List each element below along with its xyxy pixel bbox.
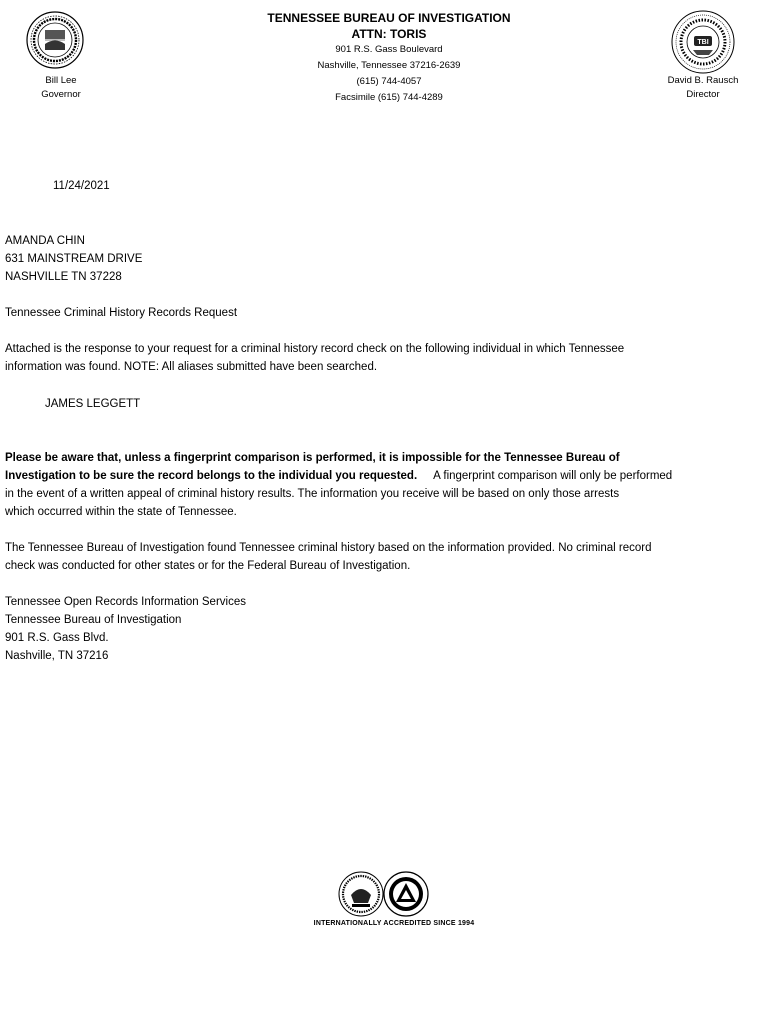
attn-line: ATTN: TORIS	[351, 27, 427, 41]
street-address: 901 R.S. Gass Boulevard	[335, 44, 443, 55]
subject-individual: JAMES LEGGETT	[45, 398, 141, 410]
calea-seal-icon	[338, 871, 384, 917]
director-title: Director	[686, 89, 720, 100]
signature-line: 901 R.S. Gass Blvd.	[5, 632, 109, 644]
intro-paragraph	[5, 340, 755, 376]
signature-line: Tennessee Bureau of Investigation	[5, 614, 182, 626]
warning-paragraph	[5, 449, 755, 521]
recipient-name: AMANDA CHIN	[5, 235, 85, 247]
recipient-street: 631 MAINSTREAM DRIVE	[5, 253, 143, 265]
signature-block	[5, 593, 755, 665]
recipient-address	[5, 232, 142, 286]
phone-number: (615) 744-4057	[356, 76, 422, 87]
ascld-seal-icon	[383, 871, 429, 917]
fax-number: Facsimile (615) 744-4289	[335, 92, 443, 103]
city-address: Nashville, Tennessee 37216-2639	[317, 60, 461, 71]
governor-title: Governor	[41, 89, 81, 100]
warning-line: Investigation to be sure the record belongs to the individual you requested.	[5, 470, 418, 482]
findings-paragraph	[5, 539, 755, 575]
fingerprint-line: A fingerprint comparison will only be performed	[433, 470, 673, 482]
fingerprint-line: in the event of a written appeal of criminal history results. The information you receive will be based on only those arrests	[5, 488, 620, 500]
signature-line: Nashville, TN 37216	[5, 650, 109, 662]
tbi-badge-text: TBI	[697, 39, 709, 46]
intro-line: Attached is the response to your request for a criminal history record check on the following individual in which Tennessee	[5, 343, 625, 355]
recipient-city: NASHVILLE TN 37228	[5, 271, 122, 283]
warning-line: Please be aware that, unless a fingerprint comparison is performed, it is impossible for the Tennessee Bureau of	[5, 452, 620, 464]
governor-name: Bill Lee	[45, 75, 77, 86]
accreditation-text: INTERNATIONALLY ACCREDITED SINCE 1994	[313, 920, 475, 927]
signature-line: Tennessee Open Records Information Services	[5, 596, 246, 608]
findings-line: check was conducted for other states or for the Federal Bureau of Investigation.	[5, 560, 411, 572]
fingerprint-line: which occurred within the state of Tennessee.	[5, 506, 237, 518]
director-name: David B. Rausch	[667, 75, 739, 86]
intro-line: information was found. NOTE: All aliases submitted have been searched.	[5, 361, 378, 373]
state-seal-icon	[26, 11, 84, 69]
tbi-badge-icon	[671, 10, 735, 74]
letterhead	[234, 10, 544, 106]
agency-name: TENNESSEE BUREAU OF INVESTIGATION	[267, 11, 511, 25]
letter-date: 11/24/2021	[53, 180, 110, 192]
letter-subject: Tennessee Criminal History Records Request	[5, 307, 238, 319]
findings-line: The Tennessee Bureau of Investigation found Tennessee criminal history based on the information provided. No criminal record	[5, 542, 652, 554]
